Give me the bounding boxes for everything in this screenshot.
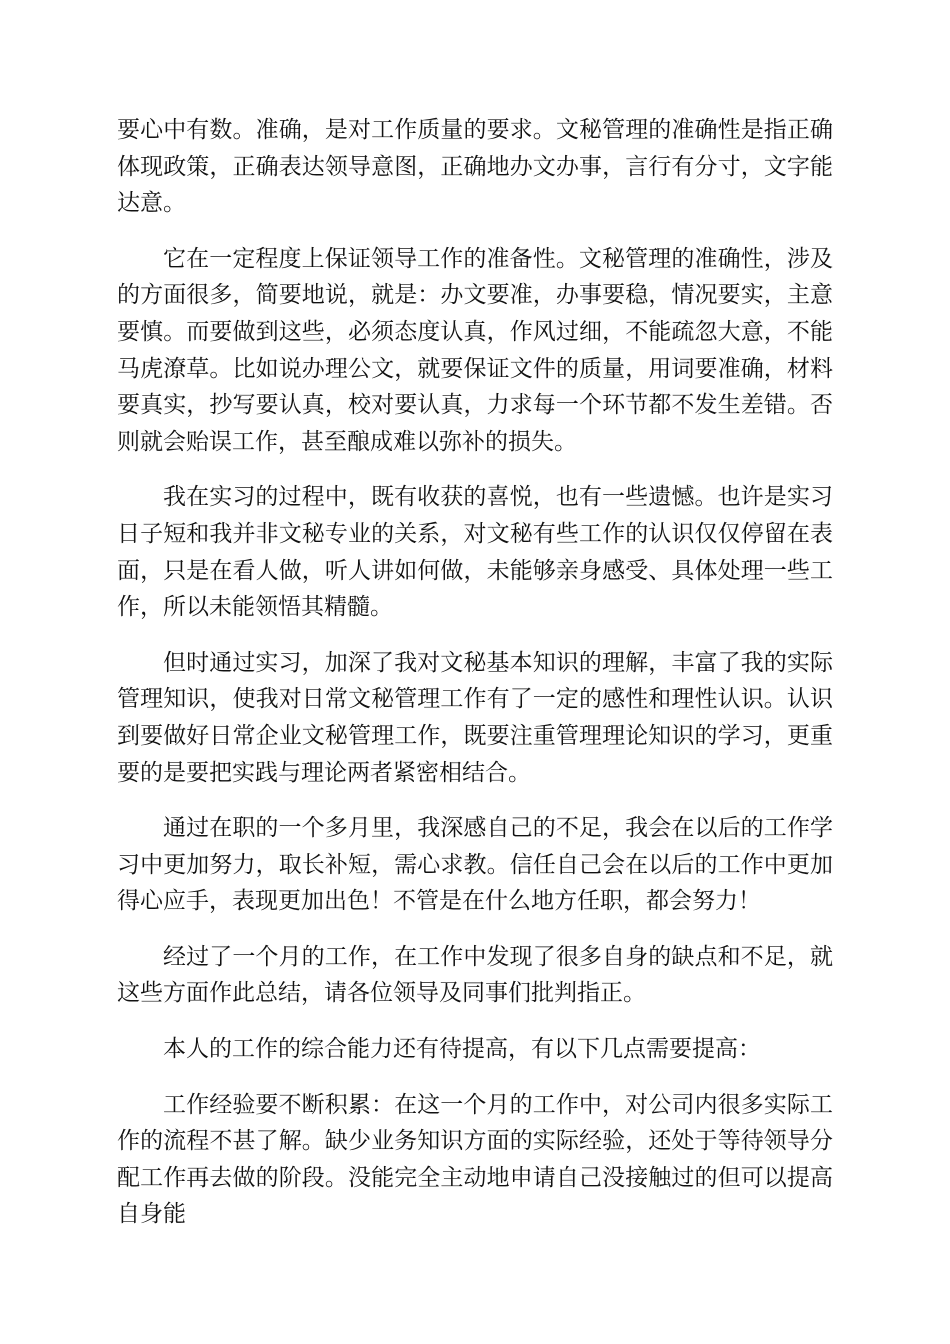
paragraph: 通过在职的一个多月里，我深感自己的不足，我会在以后的工作学习中更加努力，取长补短，需心求教。信任自己会在以后的工作中更加得心应手，表现更加出色！不管是在什么地方任职，都会努力！ <box>117 815 833 915</box>
paragraph: 我在实习的过程中，既有收获的喜悦，也有一些遗憾。也许是实习日子短和我并非文秘专业的关系，对文秘有些工作的认识仅仅停留在表面，只是在看人做，听人讲如何做，未能够亲身感受、具体处理一些工作，所以未能领悟其精髓。 <box>117 484 833 621</box>
paragraph: 本人的工作的综合能力还有待提高，有以下几点需要提高： <box>163 1036 761 1063</box>
document-body <box>117 112 833 1252</box>
paragraph: 但时通过实习，加深了我对文秘基本知识的理解，丰富了我的实际管理知识，使我对日常文秘管理工作有了一定的感性和理性认识。认识到要做好日常企业文秘管理工作，既要注重管理理论知识的学习，更重要的是要把实践与理论两者紧密相结合。 <box>117 649 833 786</box>
paragraph: 经过了一个月的工作，在工作中发现了很多自身的缺点和不足，就这些方面作此总结，请各位领导及同事们批判指正。 <box>117 943 833 1007</box>
paragraph: 工作经验要不断积累：在这一个月的工作中，对公司内很多实际工作的流程不甚了解。缺少业务知识方面的实际经验，还处于等待领导分配工作再去做的阶段。没能完全主动地申请自己没接触过的但可以提高自身能 <box>117 1091 833 1228</box>
paragraph: 要心中有数。准确，是对工作质量的要求。文秘管理的准确性是指正确体现政策，正确表达领导意图，正确地办文办事，言行有分寸，文字能达意。 <box>117 117 833 217</box>
paragraph: 它在一定程度上保证领导工作的准备性。文秘管理的准确性，涉及的方面很多，简要地说，就是：办文要准，办事要稳，情况要实，主意要慎。而要做到这些，必须态度认真，作风过细，不能疏忽大意，不能马虎潦草。比如说办理公文，就要保证文件的质量，用词要准确，材料要真实，抄写要认真，校对要认真，力求每一个环节都不发生差错。否则就会贻误工作，甚至酿成难以弥补的损失。 <box>117 245 833 455</box>
